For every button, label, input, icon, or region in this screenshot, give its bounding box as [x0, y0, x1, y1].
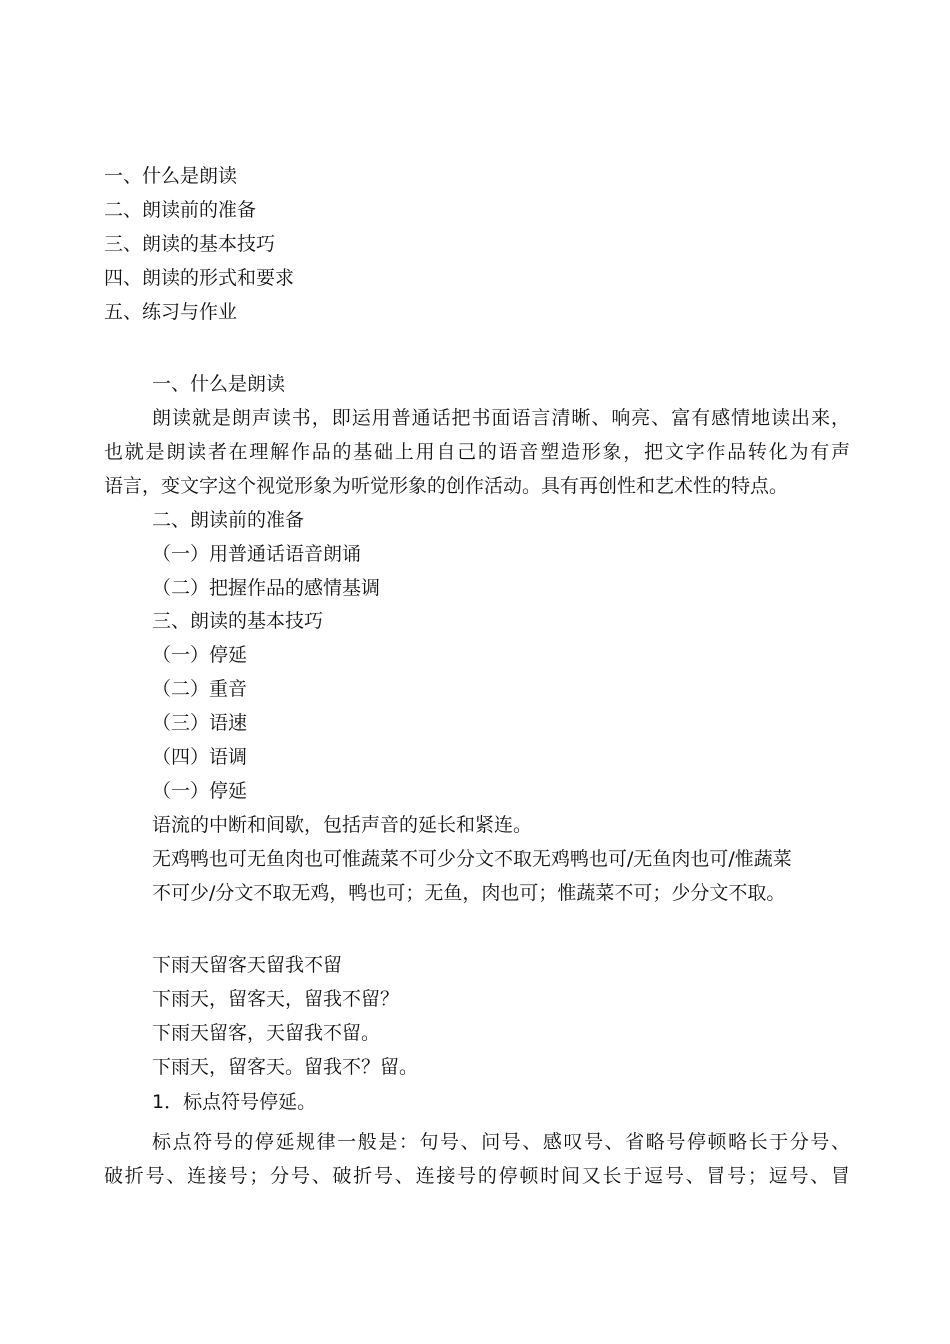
example-line: 下雨天留客天留我不留 [152, 954, 343, 976]
paragraph-line: 朗读就是朗声读书，即运用普通话把书面语言清晰、响亮、富有感情地读出来， [152, 407, 850, 429]
subsection-heading: （一）停延 [152, 780, 248, 802]
subsection-heading: （三）语速 [152, 712, 248, 734]
toc-item: 五、练习与作业 [104, 301, 238, 323]
toc-item: 一、什么是朗读 [104, 165, 238, 187]
toc-item: 四、朗读的形式和要求 [104, 267, 295, 289]
example-line: 无鸡鸭也可无鱼肉也可惟蔬菜不可少分文不取无鸡鸭也可/无鱼肉也可/惟蔬菜 [152, 848, 792, 870]
example-line: 下雨天留客，天留我不留。 [152, 1022, 381, 1044]
section-heading: 一、什么是朗读 [152, 373, 286, 395]
definition-line: 语流的中断和间歇，包括声音的延长和紧连。 [152, 814, 533, 836]
paragraph-line: 语言，变文字这个视觉形象为听觉形象的创作活动。具有再创性和艺术性的特点。 [104, 475, 789, 497]
example-line: 不可少/分文不取无鸡，鸭也可；无鱼，肉也可；惟蔬菜不可；少分文不取。 [152, 882, 786, 904]
toc-item: 二、朗读前的准备 [104, 199, 257, 221]
section-heading: 二、朗读前的准备 [152, 509, 305, 531]
toc-item: 三、朗读的基本技巧 [104, 233, 276, 255]
example-line: 下雨天，留客天。留我不？留。 [152, 1056, 419, 1078]
example-line: 下雨天，留客天，留我不留？ [152, 988, 400, 1010]
subsection-heading: （二）把握作品的感情基调 [152, 577, 381, 599]
subsection-heading: （一）停延 [152, 644, 248, 666]
numbered-point: 1．标点符号停延。 [152, 1091, 317, 1113]
paragraph-line: 也就是朗读者在理解作品的基础上用自己的语音塑造形象，把文字作品转化为有声 [104, 441, 850, 463]
section-heading: 三、朗读的基本技巧 [152, 610, 324, 632]
subsection-heading: （二）重音 [152, 678, 248, 700]
paragraph-line: 标点符号的停延规律一般是：句号、问号、感叹号、省略号停顿略长于分号、 [152, 1131, 850, 1153]
subsection-heading: （四）语调 [152, 746, 248, 768]
subsection-heading: （一）用普通话语音朗诵 [152, 543, 362, 565]
paragraph-line: 破折号、连接号；分号、破折号、连接号的停顿时间又长于逗号、冒号；逗号、冒 [104, 1165, 850, 1187]
